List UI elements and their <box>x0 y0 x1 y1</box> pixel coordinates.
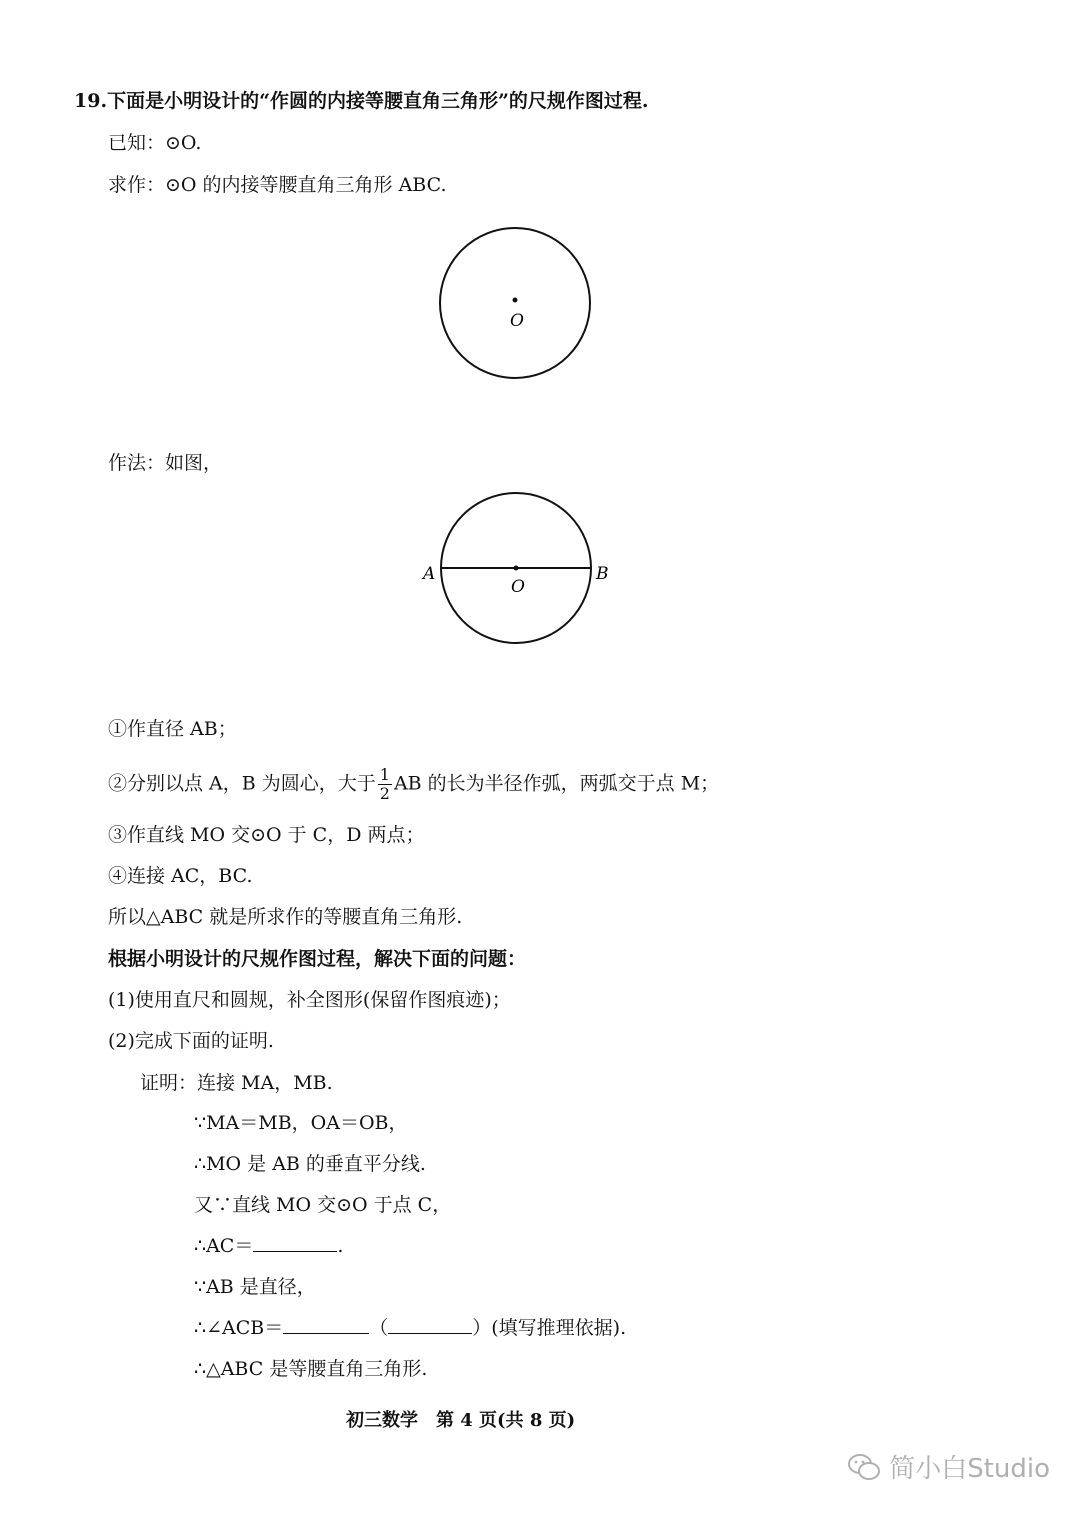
known-line: 已知：⊙O. <box>108 132 202 154</box>
proof-line-6-post: ）(填写推理依据). <box>472 1317 627 1339</box>
construction-conclusion: 所以△ABC 就是所求作的等腰直角三角形. <box>108 906 463 928</box>
question-1: (1)使用直尺和圆规，补全图形(保留作图痕迹)； <box>108 989 511 1011</box>
problem-number: 19. <box>74 90 108 112</box>
center-label: O <box>510 311 524 331</box>
figure-circle-o <box>430 218 600 388</box>
proof-line-7: ∴△ABC 是等腰直角三角形. <box>194 1358 428 1380</box>
label-a: A <box>423 564 436 584</box>
fraction-half <box>378 766 392 803</box>
questions-intro: 根据小明设计的尺规作图过程，解决下面的问题： <box>108 948 527 970</box>
circle-o <box>440 228 590 378</box>
question-2: (2)完成下面的证明. <box>108 1030 274 1052</box>
problem-title-line <box>74 88 649 114</box>
answer-blank-reason[interactable] <box>388 1315 472 1334</box>
watermark <box>847 1448 1050 1485</box>
proof-line-1: ∵MA＝MB，OA＝OB， <box>194 1112 408 1134</box>
proof-line-4-post: . <box>337 1235 344 1257</box>
step-4: ④连接 AC，BC. <box>108 865 253 887</box>
proof-line-5: ∵AB 是直径， <box>194 1276 316 1298</box>
step-1: ①作直径 AB； <box>108 718 237 740</box>
method-label: 作法：如图， <box>108 452 223 474</box>
fraction-numerator: 1 <box>379 765 390 784</box>
center-point-2 <box>514 566 519 571</box>
answer-blank-angle[interactable] <box>283 1315 369 1334</box>
proof-line-4 <box>194 1233 343 1259</box>
step-3: ③作直线 MO 交⊙O 于 C，D 两点； <box>108 824 425 846</box>
center-point <box>513 298 518 303</box>
task-line: 求作：⊙O 的内接等腰直角三角形 ABC. <box>108 174 447 196</box>
step-2-post: AB 的长为半径作弧，两弧交于点 M； <box>393 772 720 795</box>
proof-line-0: 证明：连接 MA，MB. <box>140 1072 333 1094</box>
step-2 <box>108 766 719 803</box>
watermark-text: 简小白Studio <box>889 1454 1050 1484</box>
label-b: B <box>596 564 609 584</box>
proof-line-6-mid: （ <box>369 1317 389 1339</box>
fraction-denominator: 2 <box>379 784 390 803</box>
page-footer: 初三数学 第 4 页(共 8 页) <box>346 1410 576 1431</box>
proof-line-2: ∴MO 是 AB 的垂直平分线. <box>194 1153 426 1175</box>
step-2-pre: ②分别以点 A，B 为圆心，大于 <box>108 772 376 795</box>
center-label-2: O <box>511 577 525 597</box>
proof-line-6-pre: ∴∠ACB＝ <box>194 1317 284 1339</box>
proof-line-6 <box>194 1315 626 1341</box>
proof-line-4-pre: ∴AC＝ <box>194 1235 254 1257</box>
wechat-icon <box>847 1452 881 1482</box>
problem-title: 下面是小明设计的“作圆的内接等腰直角三角形”的尺规作图过程. <box>107 90 649 112</box>
proof-line-3: 又∵直线 MO 交⊙O 于点 C， <box>194 1194 452 1216</box>
figure-diameter-ab <box>415 490 625 650</box>
answer-blank-ac[interactable] <box>253 1233 337 1252</box>
